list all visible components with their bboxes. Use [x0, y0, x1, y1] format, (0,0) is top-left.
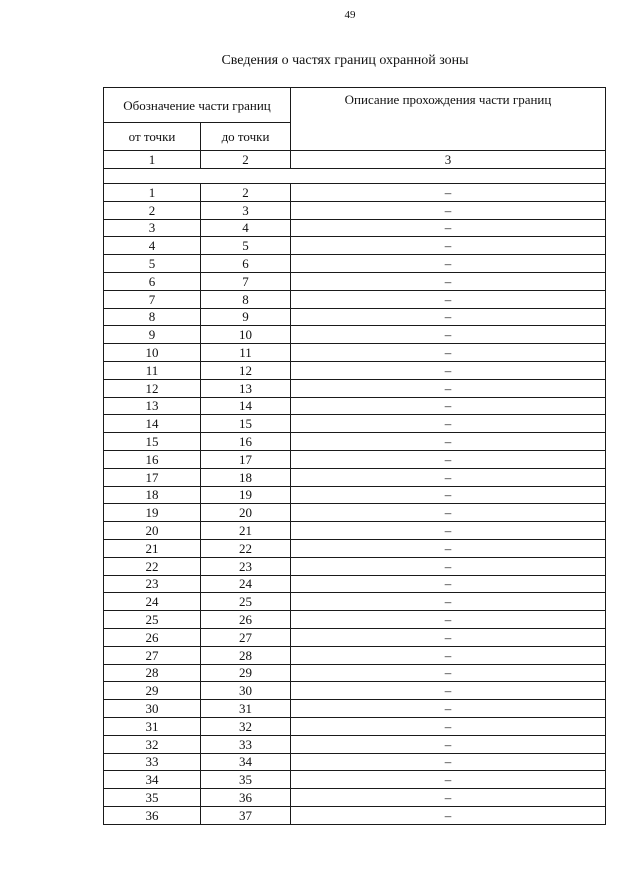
to-point-cell: 22 [201, 539, 291, 557]
to-point-cell: 17 [201, 450, 291, 468]
table-row [104, 646, 606, 664]
description-cell: – [291, 308, 606, 326]
to-point-cell: 19 [201, 486, 291, 504]
to-point-cell: 33 [201, 735, 291, 753]
from-point-cell: 20 [104, 522, 201, 540]
description-cell: – [291, 682, 606, 700]
table-row [104, 450, 606, 468]
to-point-cell: 27 [201, 628, 291, 646]
table-row [104, 290, 606, 308]
description-cell: – [291, 628, 606, 646]
description-cell: – [291, 611, 606, 629]
to-point-cell: 26 [201, 611, 291, 629]
table-row [104, 575, 606, 593]
description-cell: – [291, 700, 606, 718]
from-point-cell: 10 [104, 344, 201, 362]
to-point-cell: 30 [201, 682, 291, 700]
to-point-cell: 13 [201, 379, 291, 397]
to-point-cell: 2 [201, 184, 291, 202]
table-row [104, 184, 606, 202]
table-row [104, 611, 606, 629]
description-cell: – [291, 468, 606, 486]
from-point-cell: 13 [104, 397, 201, 415]
from-point-cell: 8 [104, 308, 201, 326]
to-point-cell: 29 [201, 664, 291, 682]
to-point-header: до точки [201, 123, 291, 151]
table-row [104, 379, 606, 397]
table-row [104, 344, 606, 362]
table-row [104, 361, 606, 379]
to-point-cell: 8 [201, 290, 291, 308]
table-row [104, 682, 606, 700]
table-row [104, 468, 606, 486]
from-point-cell: 33 [104, 753, 201, 771]
table-row [104, 486, 606, 504]
table-row [104, 415, 606, 433]
description-cell: – [291, 575, 606, 593]
description-cell: – [291, 415, 606, 433]
from-point-cell: 1 [104, 184, 201, 202]
description-cell: – [291, 753, 606, 771]
to-point-cell: 16 [201, 433, 291, 451]
table-row [104, 255, 606, 273]
description-cell: – [291, 664, 606, 682]
description-cell: – [291, 806, 606, 824]
description-cell: – [291, 379, 606, 397]
boundary-parts-table [103, 87, 606, 825]
from-point-cell: 18 [104, 486, 201, 504]
table-row [104, 504, 606, 522]
page-number: 49 [344, 9, 356, 21]
description-cell: – [291, 735, 606, 753]
blank-separator-cell [104, 169, 606, 184]
from-point-cell: 2 [104, 201, 201, 219]
description-header: Описание прохождения части границ [291, 88, 606, 151]
description-cell: – [291, 361, 606, 379]
to-point-cell: 28 [201, 646, 291, 664]
to-point-cell: 31 [201, 700, 291, 718]
to-point-cell: 36 [201, 789, 291, 807]
description-cell: – [291, 539, 606, 557]
to-point-cell: 12 [201, 361, 291, 379]
to-point-cell: 34 [201, 753, 291, 771]
to-point-cell: 5 [201, 237, 291, 255]
from-point-cell: 19 [104, 504, 201, 522]
to-point-cell: 7 [201, 272, 291, 290]
description-cell: – [291, 486, 606, 504]
table-row [104, 753, 606, 771]
from-point-cell: 3 [104, 219, 201, 237]
from-point-header: от точки [104, 123, 201, 151]
to-point-cell: 18 [201, 468, 291, 486]
from-point-cell: 30 [104, 700, 201, 718]
column-number-3: 3 [291, 151, 606, 169]
from-point-cell: 15 [104, 433, 201, 451]
from-point-cell: 7 [104, 290, 201, 308]
table-row [104, 771, 606, 789]
description-cell: – [291, 201, 606, 219]
description-cell: – [291, 646, 606, 664]
to-point-cell: 14 [201, 397, 291, 415]
from-point-cell: 12 [104, 379, 201, 397]
from-point-cell: 25 [104, 611, 201, 629]
description-cell: – [291, 717, 606, 735]
from-point-cell: 4 [104, 237, 201, 255]
table-row [104, 593, 606, 611]
from-point-cell: 21 [104, 539, 201, 557]
from-point-cell: 6 [104, 272, 201, 290]
from-point-cell: 23 [104, 575, 201, 593]
from-point-cell: 11 [104, 361, 201, 379]
description-cell: – [291, 272, 606, 290]
column-number-1: 1 [104, 151, 201, 169]
description-cell: – [291, 593, 606, 611]
blank-separator-row [104, 169, 606, 184]
description-cell: – [291, 789, 606, 807]
description-cell: – [291, 344, 606, 362]
table-row [104, 201, 606, 219]
table-row [104, 397, 606, 415]
to-point-cell: 32 [201, 717, 291, 735]
from-point-cell: 28 [104, 664, 201, 682]
to-point-cell: 24 [201, 575, 291, 593]
table-row [104, 522, 606, 540]
to-point-cell: 6 [201, 255, 291, 273]
description-cell: – [291, 397, 606, 415]
table-row [104, 326, 606, 344]
to-point-cell: 3 [201, 201, 291, 219]
table-row [104, 735, 606, 753]
description-cell: – [291, 433, 606, 451]
to-point-cell: 25 [201, 593, 291, 611]
from-point-cell: 26 [104, 628, 201, 646]
from-point-cell: 35 [104, 789, 201, 807]
description-cell: – [291, 326, 606, 344]
table-row [104, 717, 606, 735]
table-header-row [104, 88, 606, 123]
description-cell: – [291, 504, 606, 522]
from-point-cell: 32 [104, 735, 201, 753]
description-cell: – [291, 255, 606, 273]
to-point-cell: 23 [201, 557, 291, 575]
table-row [104, 700, 606, 718]
to-point-cell: 10 [201, 326, 291, 344]
to-point-cell: 37 [201, 806, 291, 824]
description-cell: – [291, 522, 606, 540]
column-number-row [104, 151, 606, 169]
description-cell: – [291, 450, 606, 468]
from-point-cell: 9 [104, 326, 201, 344]
from-point-cell: 17 [104, 468, 201, 486]
from-point-cell: 22 [104, 557, 201, 575]
from-point-cell: 24 [104, 593, 201, 611]
to-point-cell: 4 [201, 219, 291, 237]
table-row [104, 219, 606, 237]
from-point-cell: 34 [104, 771, 201, 789]
table-row [104, 433, 606, 451]
to-point-cell: 35 [201, 771, 291, 789]
table-row [104, 664, 606, 682]
table-row [104, 628, 606, 646]
table-row [104, 272, 606, 290]
to-point-cell: 20 [201, 504, 291, 522]
table-row [104, 539, 606, 557]
to-point-cell: 11 [201, 344, 291, 362]
to-point-cell: 21 [201, 522, 291, 540]
description-cell: – [291, 290, 606, 308]
table-row [104, 806, 606, 824]
from-point-cell: 16 [104, 450, 201, 468]
description-cell: – [291, 219, 606, 237]
description-cell: – [291, 237, 606, 255]
from-point-cell: 5 [104, 255, 201, 273]
designation-header: Обозначение части границ [104, 88, 291, 123]
column-number-2: 2 [201, 151, 291, 169]
table-row [104, 308, 606, 326]
description-cell: – [291, 557, 606, 575]
description-cell: – [291, 771, 606, 789]
to-point-cell: 15 [201, 415, 291, 433]
from-point-cell: 29 [104, 682, 201, 700]
from-point-cell: 31 [104, 717, 201, 735]
from-point-cell: 27 [104, 646, 201, 664]
table-row [104, 557, 606, 575]
table-row [104, 237, 606, 255]
page-title: Сведения о частях границ охранной зоны [221, 53, 469, 68]
from-point-cell: 36 [104, 806, 201, 824]
from-point-cell: 14 [104, 415, 201, 433]
table-row [104, 789, 606, 807]
to-point-cell: 9 [201, 308, 291, 326]
description-cell: – [291, 184, 606, 202]
